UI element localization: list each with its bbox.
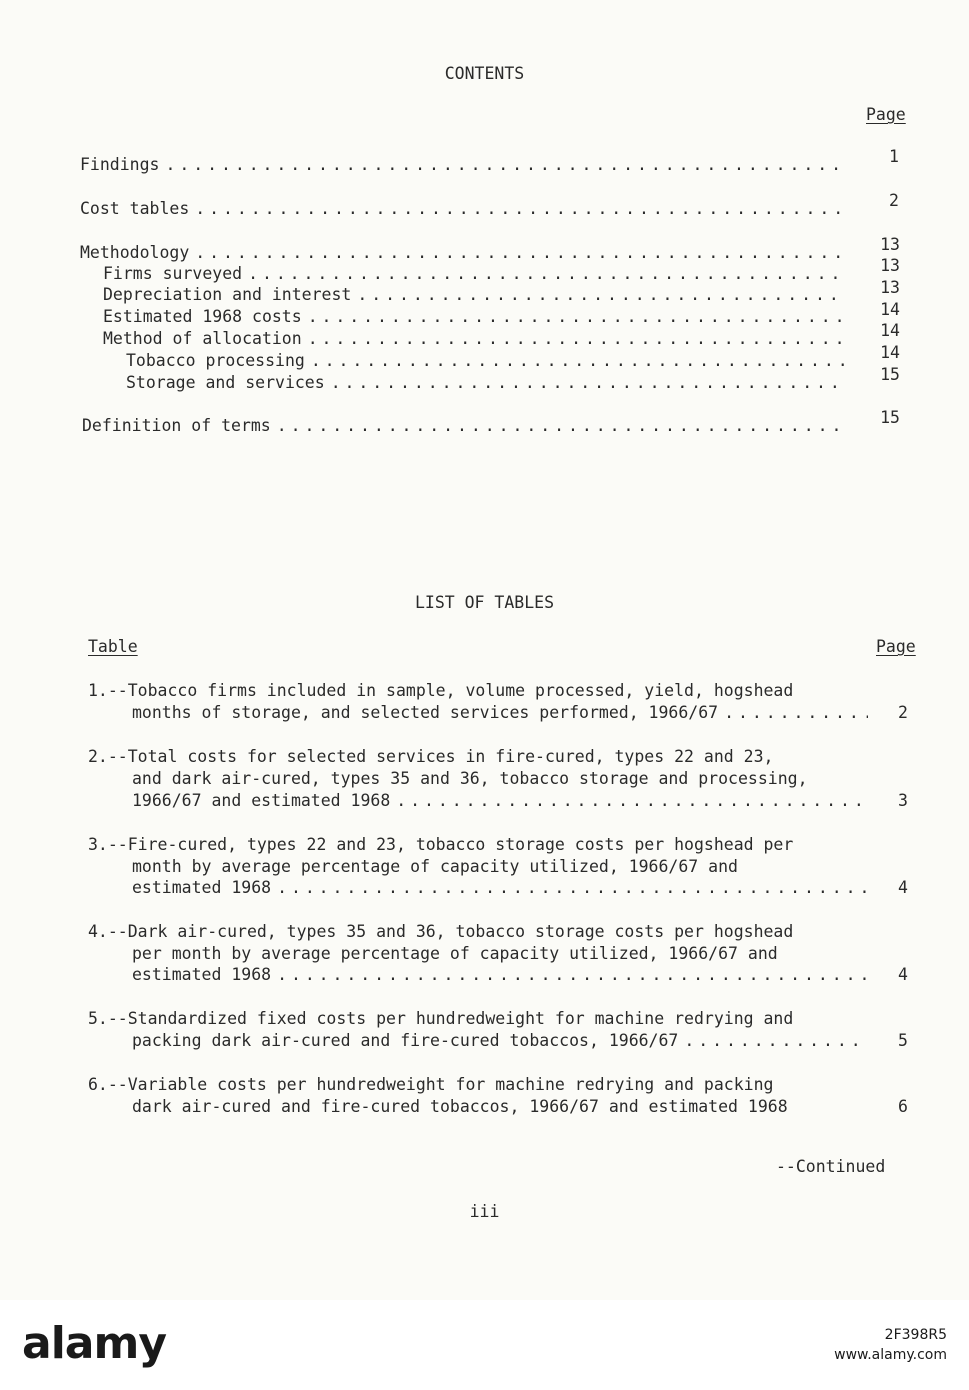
toc-entry bbox=[80, 155, 845, 174]
tables-page-header: Page bbox=[876, 637, 916, 656]
image-id: 2F398R5 bbox=[884, 1327, 947, 1343]
toc-entry bbox=[103, 285, 845, 304]
toc-label: Definition of terms bbox=[82, 416, 271, 435]
leader-dots bbox=[195, 199, 845, 218]
table-entry-line: 3.--Fire-cured, types 22 and 23, tobacco storage costs per hogshead per bbox=[88, 835, 794, 854]
page-number: iii bbox=[469, 1202, 500, 1221]
table-entry-last-line bbox=[132, 1031, 868, 1050]
table-entry-line: 4.--Dark air-cured, types 35 and 36, tobacco storage costs per hogshead bbox=[88, 922, 794, 941]
leader-dots bbox=[165, 155, 845, 174]
toc-entry bbox=[82, 416, 845, 435]
table-entry-page: 4 bbox=[898, 878, 908, 897]
toc-page: 15 bbox=[880, 365, 900, 384]
tables-table-header: Table bbox=[88, 637, 138, 656]
continued-note: --Continued bbox=[776, 1157, 886, 1176]
toc-entry bbox=[80, 199, 845, 218]
leader-dots bbox=[248, 264, 845, 283]
table-entry-page: 4 bbox=[898, 965, 908, 984]
toc-page: 13 bbox=[880, 256, 900, 275]
table-entry-line: 1966/67 and estimated 1968 bbox=[132, 791, 391, 810]
table-entry-line: per month by average percentage of capacity utilized, 1966/67 and bbox=[132, 944, 778, 963]
tables-title: LIST OF TABLES bbox=[414, 593, 555, 612]
leader-dots bbox=[357, 285, 845, 304]
alamy-logo[interactable]: alamy bbox=[22, 1318, 166, 1369]
leader-dots bbox=[195, 243, 845, 262]
table-entry-line: 6.--Variable costs per hundredweight for machine redrying and packing bbox=[88, 1075, 774, 1094]
table-entry-page: 6 bbox=[898, 1097, 908, 1116]
toc-label: Findings bbox=[80, 155, 160, 174]
image-id-block bbox=[834, 1325, 947, 1365]
toc-page: 13 bbox=[880, 235, 900, 254]
table-entry-page: 2 bbox=[898, 703, 908, 722]
leader-dots bbox=[308, 329, 845, 348]
table-entry-last-line bbox=[132, 965, 868, 984]
contents-title: CONTENTS bbox=[444, 64, 525, 83]
toc-label: Estimated 1968 costs bbox=[103, 307, 302, 326]
table-entry-line: 5.--Standardized fixed costs per hundredweight for machine redrying and bbox=[88, 1009, 794, 1028]
table-entry-line: months of storage, and selected services performed, 1966/67 bbox=[132, 703, 719, 722]
leader-dots bbox=[277, 965, 868, 984]
leader-dots bbox=[308, 307, 845, 326]
toc-page: 14 bbox=[880, 300, 900, 319]
table-entry-line: 2.--Total costs for selected services in fire-cured, types 22 and 23, bbox=[88, 747, 774, 766]
table-entry-line: and dark air-cured, types 35 and 36, tobacco storage and processing, bbox=[132, 769, 808, 788]
table-entry-page: 3 bbox=[898, 791, 908, 810]
toc-page: 2 bbox=[889, 191, 899, 210]
table-entry-line: month by average percentage of capacity utilized, 1966/67 and bbox=[132, 857, 738, 876]
contents-page-header: Page bbox=[866, 105, 906, 124]
leader-dots bbox=[277, 416, 845, 435]
table-entry-page: 5 bbox=[898, 1031, 908, 1050]
toc-page: 1 bbox=[889, 147, 899, 166]
site-url[interactable]: www.alamy.com bbox=[834, 1347, 947, 1363]
table-entry-line: estimated 1968 bbox=[132, 878, 272, 897]
toc-label: Tobacco processing bbox=[126, 351, 305, 370]
toc-label: Depreciation and interest bbox=[103, 285, 352, 304]
toc-entry bbox=[126, 373, 845, 392]
leader-dots bbox=[684, 1031, 868, 1050]
leader-dots bbox=[724, 703, 868, 722]
toc-entry bbox=[126, 351, 845, 370]
toc-label: Firms surveyed bbox=[103, 264, 243, 283]
watermark-footer bbox=[0, 1300, 969, 1390]
leader-dots bbox=[311, 351, 845, 370]
leader-dots bbox=[277, 878, 868, 897]
table-entry-last-line bbox=[132, 878, 868, 897]
table-entry-line: 1.--Tobacco firms included in sample, volume processed, yield, hogshead bbox=[88, 681, 794, 700]
toc-entry bbox=[103, 264, 845, 283]
leader-dots bbox=[396, 791, 868, 810]
toc-page: 15 bbox=[880, 408, 900, 427]
toc-entry bbox=[103, 329, 845, 348]
table-entry-last-line bbox=[132, 703, 868, 722]
toc-label: Method of allocation bbox=[103, 329, 302, 348]
table-entry-line: estimated 1968 bbox=[132, 965, 272, 984]
toc-page: 14 bbox=[880, 321, 900, 340]
toc-label: Storage and services bbox=[126, 373, 325, 392]
toc-label: Methodology bbox=[80, 243, 190, 262]
toc-page: 13 bbox=[880, 278, 900, 297]
toc-entry bbox=[80, 243, 845, 262]
table-entry-line: packing dark air-cured and fire-cured tobaccos, 1966/67 bbox=[132, 1031, 679, 1050]
table-entry-last-line bbox=[132, 791, 868, 810]
table-entry-line: dark air-cured and fire-cured tobaccos, 1966/67 and estimated 1968 bbox=[132, 1097, 788, 1116]
toc-label: Cost tables bbox=[80, 199, 190, 218]
toc-entry bbox=[103, 307, 845, 326]
leader-dots bbox=[331, 373, 845, 392]
toc-page: 14 bbox=[880, 343, 900, 362]
